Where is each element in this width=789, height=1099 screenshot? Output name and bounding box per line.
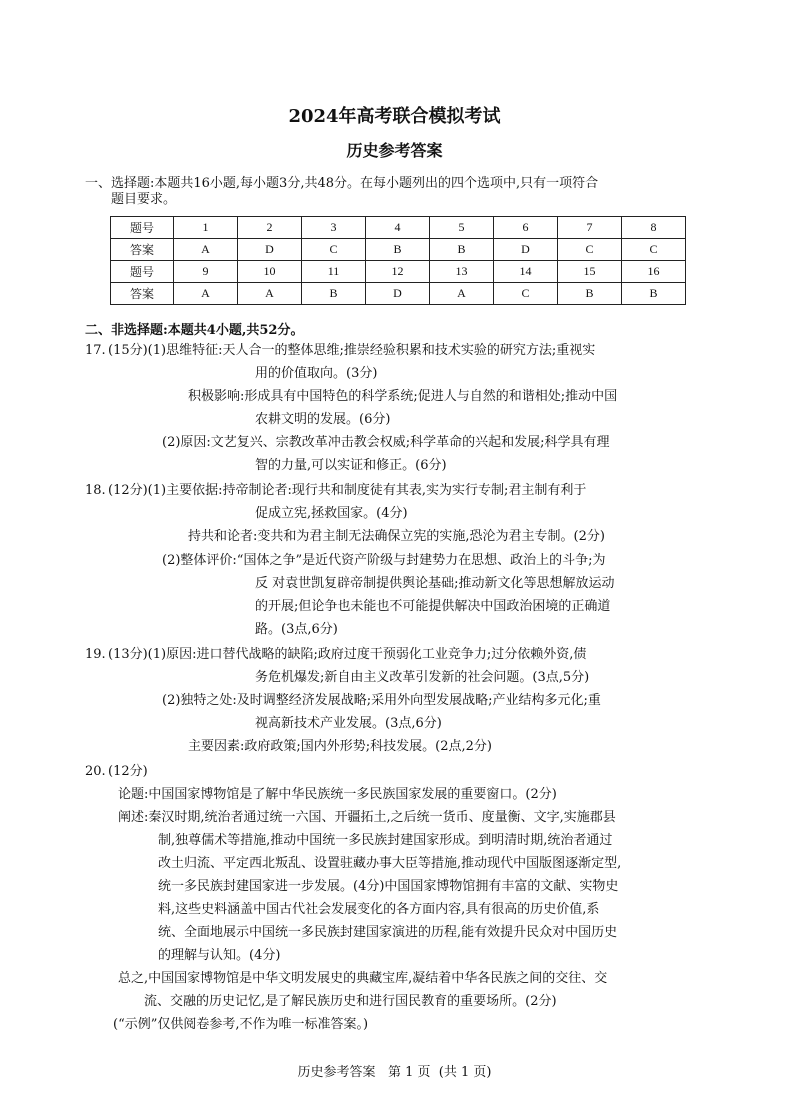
q20-summary-line1: 总之,中国国家博物馆是中华文明发展史的典藏宝库,凝结着中华各民族之间的交往、交 [118, 971, 608, 986]
answer-table-row [111, 283, 686, 305]
answer-table-row [111, 239, 686, 261]
answer-table-cell: C [494, 283, 558, 305]
answer-table-row-label: 题号 [111, 261, 174, 283]
q20-note: (“示例”仅供阅卷参考,不作为唯一标准答案。) [113, 1017, 369, 1032]
answer-table-cell: 8 [622, 217, 686, 239]
q20-elab-line7: 的理解与认知。(4分) [158, 948, 281, 963]
q20-number: 20. [85, 764, 106, 779]
q17-line2: 用的价值取向。(3分) [255, 366, 378, 381]
answer-table-cell: 5 [430, 217, 494, 239]
answer-table-cell: 12 [366, 261, 430, 283]
q17-number: 17. [85, 343, 106, 358]
q18-line1: (12分)(1)主要依据:持帝制论者:现行共和制度徒有其表,实为实行专制;君主制有利于 [108, 483, 587, 498]
q20-elab-line6: 统、全面地展示中国统一多民族封建国家演进的历程,能有效提升民众对中国历史 [158, 925, 618, 940]
q17-line6: 智的力量,可以实证和修正。(6分) [255, 458, 447, 473]
answer-table-row [111, 261, 686, 283]
answer-table-row-label: 答案 [111, 283, 174, 305]
answer-table-cell: B [558, 283, 622, 305]
q18-line2: 促成立宪,拯救国家。(4分) [255, 506, 408, 521]
q18-line6: 的开展;但论争也未能也不可能提供解决中国政治困境的正确道 [255, 599, 611, 614]
answer-table-cell: A [174, 283, 238, 305]
answer-table-cell: A [174, 239, 238, 261]
section1-line1: 一、选择题:本题共16小题,每小题3分,共48分。在每小题列出的四个选项中,只有一项符合 [85, 176, 599, 191]
answer-table-cell: 13 [430, 261, 494, 283]
answer-table-cell: D [238, 239, 302, 261]
answer-table-row-label: 题号 [111, 217, 174, 239]
q19-line2: 务危机爆发;新自由主义改革引发新的社会问题。(3点,5分) [255, 670, 590, 685]
q20-elab-line5: 料,这些史料涵盖中国古代社会发展变化的各方面内容,具有很高的历史价值,系 [158, 902, 600, 917]
q17-line1: (15分)(1)思维特征:天人合一的整体思维;推崇经验积累和技术实验的研究方法;重视实 [108, 343, 596, 358]
q18-line4: (2)整体评价:“国体之争”是近代资产阶级与封建势力在思想、政治上的斗争;为 [162, 553, 606, 568]
q19-line3: (2)独特之处:及时调整经济发展战略;采用外向型发展战略;产业结构多元化;重 [162, 693, 601, 708]
exam-subtitle: 历史参考答案 [346, 141, 443, 160]
answer-table-cell: A [430, 283, 494, 305]
answer-table-cell: C [558, 239, 622, 261]
q19-line5: 主要因素:政府政策;国内外形势;科技发展。(2点,2分) [188, 739, 492, 754]
q20-score: (12分) [108, 764, 148, 779]
answer-table-cell: B [622, 283, 686, 305]
answer-table-cell: 4 [366, 217, 430, 239]
section1-line2: 题目要求。 [111, 192, 177, 207]
q17-line3: 积极影响:形成具有中国特色的科学系统;促进人与自然的和谐相处;推动中国 [188, 389, 618, 404]
q20-thesis: 论题:中国国家博物馆是了解中华民族统一多民族国家发展的重要窗口。(2分) [118, 787, 557, 802]
page-footer: 历史参考答案 第 1 页 (共 1 页) [297, 1065, 492, 1080]
q20-elab-line2: 制,独尊儒术等措施,推动中国统一多民族封建国家形成。到明清时期,统治者通过 [158, 833, 613, 848]
answer-table-cell: 16 [622, 261, 686, 283]
answer-table-cell: C [302, 239, 366, 261]
section2-heading: 二、非选择题:本题共4小题,共52分。 [85, 323, 304, 338]
q17-line4: 农耕文明的发展。(6分) [255, 412, 391, 427]
answer-table-cell: 2 [238, 217, 302, 239]
q19-line1: (13分)(1)原因:进口替代战略的缺陷;政府过度干预弱化工业竞争力;过分依赖外资,债 [108, 647, 587, 662]
answer-table-cell: C [622, 239, 686, 261]
answer-table-cell: B [430, 239, 494, 261]
answer-table-cell: D [366, 283, 430, 305]
exam-title: 2024年高考联合模拟考试 [288, 106, 501, 127]
q19-line4: 视高新技术产业发展。(3点,6分) [255, 716, 442, 731]
q20-elab-line4: 统一多民族封建国家进一步发展。(4分)中国国家博物馆拥有丰富的文献、实物史 [158, 879, 619, 894]
answer-table-cell: 9 [174, 261, 238, 283]
q20-summary-line2: 流、交融的历史记忆,是了解民族历史和进行国民教育的重要场所。(2分) [144, 994, 557, 1009]
answer-table-cell: 14 [494, 261, 558, 283]
answer-table-cell: B [366, 239, 430, 261]
answer-table-cell: B [302, 283, 366, 305]
answer-table [110, 216, 686, 305]
answer-table-cell: D [494, 239, 558, 261]
q18-line5: 反 对袁世凯复辟帝制提供舆论基础;推动新文化等思想解放运动 [255, 576, 615, 591]
answer-table-cell: 1 [174, 217, 238, 239]
q19-number: 19. [85, 647, 106, 662]
answer-table-cell: 11 [302, 261, 366, 283]
section1-instructions [85, 176, 715, 208]
answer-table-row [111, 217, 686, 239]
q20-elab-line3: 改土归流、平定西北叛乱、设置驻藏办事大臣等措施,推动现代中国版图逐渐定型, [158, 856, 622, 871]
q18-line3: 持共和论者:变共和为君主制无法确保立宪的实施,恐沦为君主专制。(2分) [188, 529, 605, 544]
q17-line5: (2)原因:文艺复兴、宗教改革冲击教会权威;科学革命的兴起和发展;科学具有理 [162, 435, 610, 450]
answer-table-cell: 7 [558, 217, 622, 239]
answer-table-cell: 3 [302, 217, 366, 239]
q18-number: 18. [85, 483, 106, 498]
q18-line7: 路。(3点,6分) [255, 622, 338, 637]
answer-table-row-label: 答案 [111, 239, 174, 261]
answer-table-cell: 6 [494, 217, 558, 239]
answer-table-cell: 10 [238, 261, 302, 283]
answer-table-cell: 15 [558, 261, 622, 283]
q20-elab-line1: 阐述:秦汉时期,统治者通过统一六国、开疆拓土,之后统一货币、度量衡、文字,实施郡县 [118, 810, 616, 825]
answer-table-cell: A [238, 283, 302, 305]
